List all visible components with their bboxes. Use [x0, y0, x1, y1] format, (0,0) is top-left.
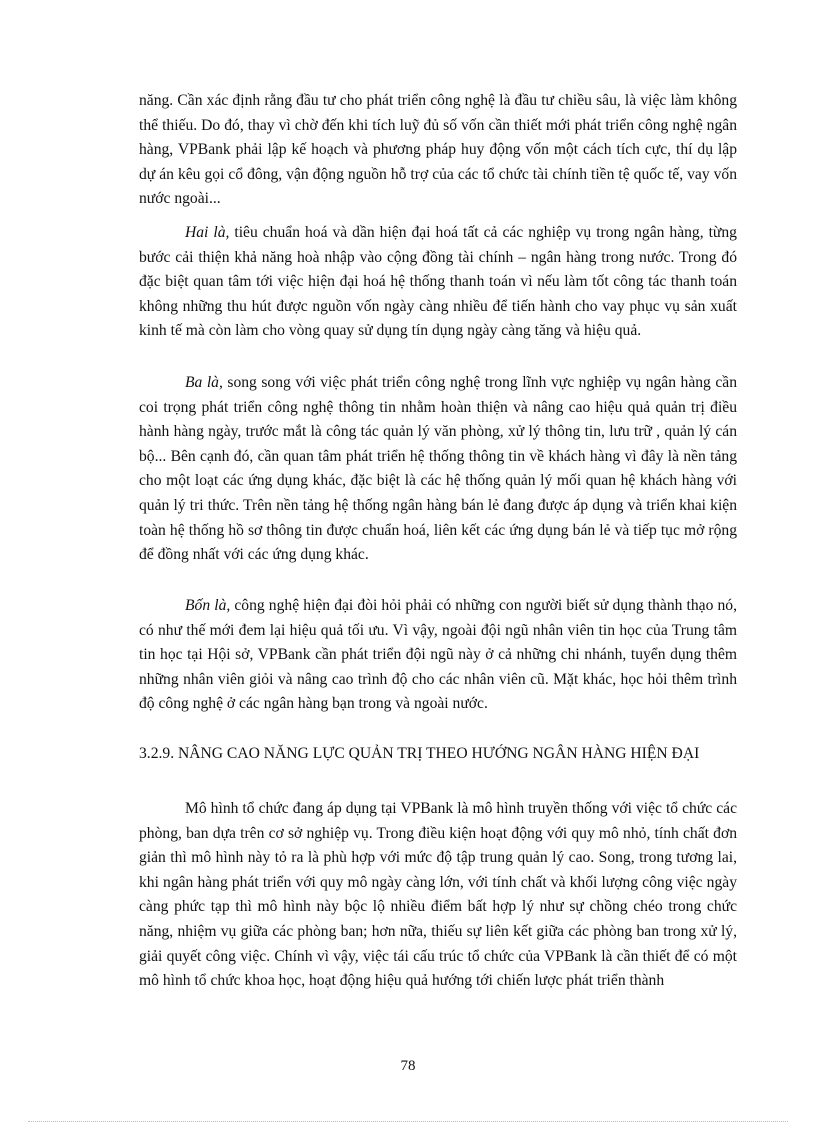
paragraph-bon-la [139, 594, 737, 717]
paragraph-1 [139, 89, 737, 212]
paragraph-bon-la-text: công nghệ hiện đại đòi hỏi phải có những con người biết sử dụng thành thạo nó, có như thế mới đem lại hiệu quả tối ưu. Vì vậy, ngoài đội ngũ nhân viên tin học của Trung tâm tin học tại Hội sở, VPBank cần phát triển đội ngũ này ở cả những chi nhánh, tuyển dụng thêm những nhân viên giỏi và nâng cao trình độ cho các nhân viên cũ. Mặt khác, học hỏi thêm trình độ công nghệ ở các ngân hàng bạn trong và ngoài nước. [139, 597, 737, 713]
paragraph-bon-la-lead: Bốn là, [185, 597, 231, 614]
paragraph-ba-la [139, 371, 737, 568]
paragraph-ba-la-lead: Ba là, [185, 374, 223, 391]
paragraph-hai-la-text: tiêu chuẩn hoá và dần hiện đại hoá tất cả các nghiệp vụ trong ngân hàng, từng bước cải thiện khả năng hoà nhập vào cộng đồng tài chính – ngân hàng trong nước. Trong đó đặc biệt quan tâm tới việc hiện đại hoá hệ thống thanh toán vì nếu làm tốt công tác thanh toán không những thu hút được nguồn vốn ngày càng nhiều để tiến hành cho vay phục vụ sản xuất kinh tế mà còn làm cho vòng quay sử dụng tín dụng ngày càng tăng và hiệu quả. [139, 224, 737, 340]
paragraph-1-text: năng. Cần xác định rằng đầu tư cho phát triển công nghệ là đầu tư chiều sâu, là việc làm không thể thiếu. Do đó, thay vì chờ đến khi tích luỹ đủ số vốn cần thiết mới phát triển công nghệ ngân hàng, VPBank phải lập kế hoạch và phương pháp huy động vốn một cách tích cực, thí dụ lập dự án kêu gọi cổ đông, vận động nguồn hỗ trợ của các tổ chức tài chính tiền tệ quốc tế, vay vốn nước ngoài... [139, 92, 737, 208]
page-bottom-divider [28, 1121, 788, 1122]
section-heading: 3.2.9. NÂNG CAO NĂNG LỰC QUẢN TRỊ THEO HƯỚNG NGÂN HÀNG HIỆN ĐẠI [139, 745, 700, 762]
paragraph-hai-la [139, 221, 737, 344]
page-number: 78 [400, 1058, 416, 1074]
paragraph-hai-la-lead: Hai là, [185, 224, 230, 241]
section-paragraph [139, 797, 737, 994]
paragraph-ba-la-text: song song với việc phát triển công nghệ trong lĩnh vực nghiệp vụ ngân hàng cần coi trọng phát triển công nghệ thông tin nhằm hoàn thiện và nâng cao hiệu quả quản trị điều hành hàng ngày, trước mắt là công tác quản lý văn phòng, xử lý thông tin, lưu trữ , quản lý cán bộ... Bên cạnh đó, cần quan tâm phát triển hệ thống thông tin về khách hàng vì đây là nền tảng cho một loạt các ứng dụng khác, đặc biệt là các hệ thống quản lý mối quan hệ khách hàng với quản lý tri thức. Trên nền tảng hệ thống ngân hàng bán lẻ đang được áp dụng và triển khai kiện toàn hệ thống hồ sơ thông tin được chuẩn hoá, liên kết các ứng dụng bán lẻ và tiếp tục mở rộng để đồng nhất với các ứng dụng khác. [139, 374, 737, 564]
section-paragraph-text: Mô hình tổ chức đang áp dụng tại VPBank là mô hình truyền thống với việc tổ chức các phòng, ban dựa trên cơ sở nghiệp vụ. Trong điều kiện hoạt động với quy mô nhỏ, tính chất đơn giản thì mô hình này tỏ ra là phù hợp với mức độ tập trung quản lý cao. Song, trong tương lai, khi ngân hàng phát triển với quy mô ngày càng lớn, với tính chất và khối lượng công việc ngày càng phức tạp thì mô hình này bộc lộ nhiều điểm bất hợp lý như sự chồng chéo trong chức năng, nhiệm vụ giữa các phòng ban; hơn nữa, thiếu sự liên kết giữa các phòng ban trong xử lý, giải quyết công việc. Chính vì vậy, việc tái cấu trúc tổ chức của VPBank là cần thiết để có một mô hình tổ chức khoa học, hoạt động hiệu quả hướng tới chiến lược phát triển thành [139, 800, 737, 990]
